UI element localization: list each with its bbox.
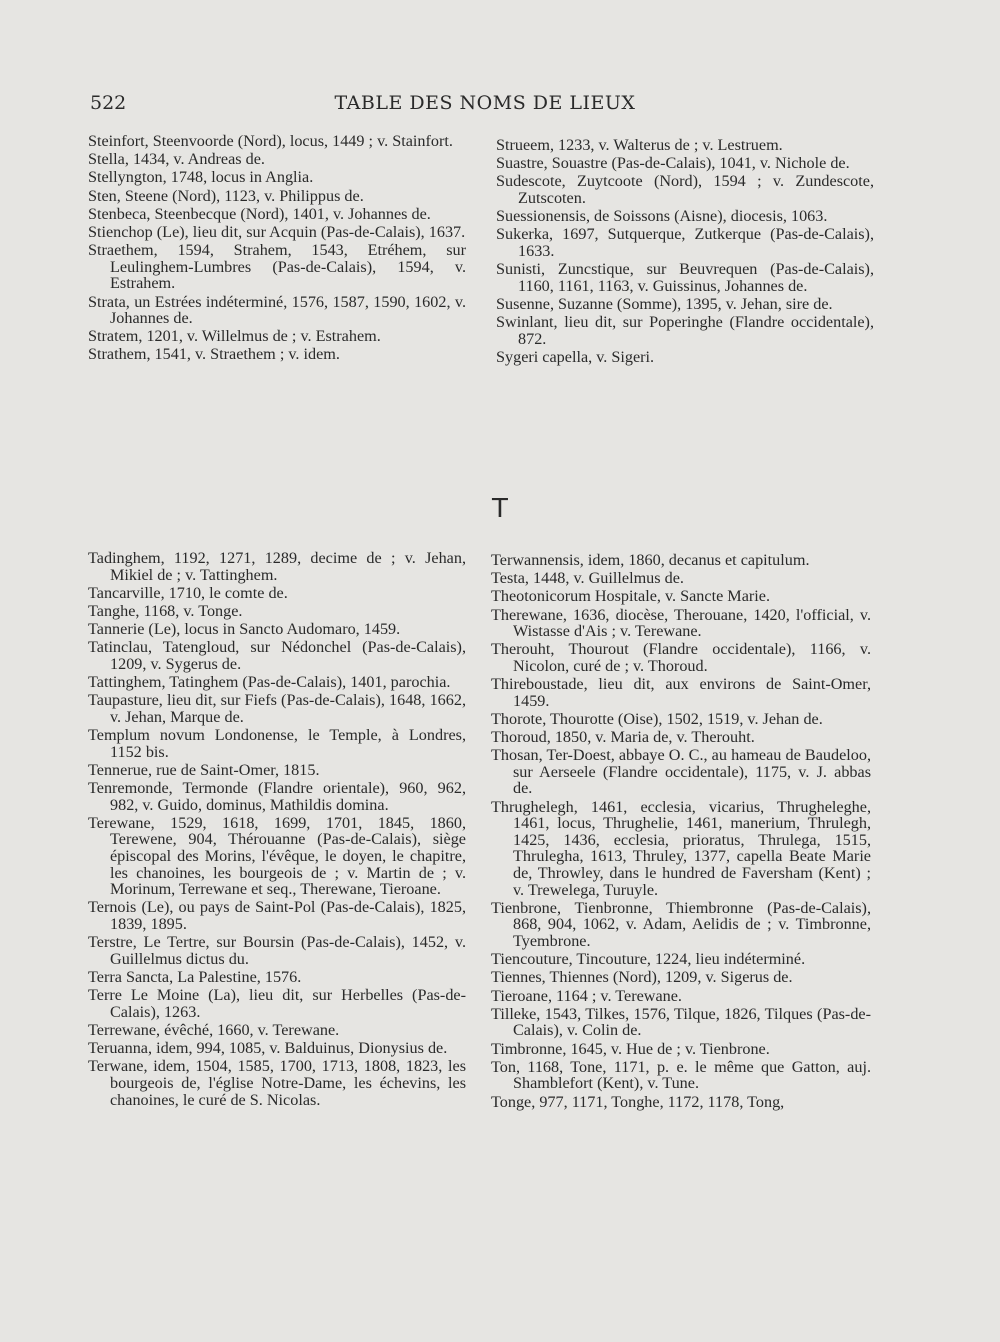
index-entry: Sygeri capella, v. Sigeri. [496, 347, 655, 366]
index-entry: Terewane, 1529, 1618, 1699, 1701, 1845, 1860, Terewene, 904, Thérouanne (Pas-de-Calais), siège épiscopal des Morins, l'évêque, le doyen, le chapitre, les chanoines, les bourgeois de ; v. Martin de ; v. Morinum, Terrewane et seq., Therewane, Tieroane. [88, 813, 466, 899]
index-entry: Stratem, 1201, v. Willelmus de ; v. Estrahem. [88, 327, 381, 346]
index-entry: Therouht, Thourout (Flandre occidentale), 1166, v. Nicolon, curé de ; v. Thoroud. [491, 640, 871, 675]
index-entry: Tancarville, 1710, le comte de. [88, 583, 288, 602]
index-entry: Tanghe, 1168, v. Tonge. [88, 601, 243, 620]
index-entry: Terrewane, évêché, 1660, v. Terewane. [88, 1020, 340, 1039]
index-entry: Tieroane, 1164 ; v. Terewane. [491, 986, 682, 1005]
index-entry: Testa, 1448, v. Guillelmus de. [491, 569, 684, 588]
index-entry: Tienbrone, Tienbronne, Thiembronne (Pas-de-Calais), 868, 904, 1062, v. Adam, Aelidis de ; v. Timbronne, Tyembrone. [491, 898, 871, 950]
index-entry: Theotonicorum Hospitale, v. Sancte Marie. [491, 587, 771, 606]
index-column-bottom-right [491, 552, 871, 1112]
index-entry: Steinfort, Steenvoorde (Nord), locus, 1449 ; v. Stainfort. [88, 132, 453, 150]
index-entry: Teruanna, idem, 994, 1085, v. Balduinus, Dionysius de. [88, 1039, 448, 1058]
page-number: 522 [90, 92, 127, 114]
index-entry: Taupasture, lieu dit, sur Fiefs (Pas-de-Calais), 1648, 1662, v. Jehan, Marque de. [88, 691, 466, 726]
index-entry: Stella, 1434, v. Andreas de. [88, 150, 265, 169]
index-column-top-left [88, 133, 466, 365]
index-entry: Susenne, Suzanne (Somme), 1395, v. Jehan, sire de. [496, 294, 833, 313]
index-entry: Stenbeca, Steenbecque (Nord), 1401, v. Johannes de. [88, 204, 431, 223]
index-entry: Thosan, Ter-Doest, abbaye O. C., au hameau de Baudeloo, sur Aerseele (Flandre occidentale), 1175, v. J. abbas de. [491, 746, 871, 798]
index-entry: Terwannensis, idem, 1860, decanus et capitulum. [491, 551, 810, 569]
index-entry: Suastre, Souastre (Pas-de-Calais), 1041, v. Nichole de. [496, 154, 850, 173]
index-entry: Thireboustade, lieu dit, aux environs de Saint-Omer, 1459. [491, 675, 871, 710]
index-entry: Sudescote, Zuytcoote (Nord), 1594 ; v. Zundescote, Zutscoten. [496, 172, 874, 207]
index-entry: Sukerka, 1697, Sutquerque, Zutkerque (Pas-de-Calais), 1633. [496, 225, 874, 260]
index-entry: Straethem, 1594, Strahem, 1543, Etréhem, sur Leulinghem-Lumbres (Pas-de-Calais), 1594, v. Estrahem. [88, 241, 466, 293]
index-entry: Suessionensis, de Soissons (Aisne), diocesis, 1063. [496, 207, 828, 226]
index-entry: Terre Le Moine (La), lieu dit, sur Herbelles (Pas-de-Calais), 1263. [88, 986, 466, 1021]
index-entry: Tattinghem, Tatinghem (Pas-de-Calais), 1401, parochia. [88, 673, 451, 692]
index-entry: Strata, un Estrées indéterminé, 1576, 1587, 1590, 1602, v. Johannes de. [88, 292, 466, 328]
index-entry: Sten, Steene (Nord), 1123, v. Philippus de. [88, 186, 364, 205]
index-entry: Thoroud, 1850, v. Maria de, v. Therouht. [491, 728, 755, 747]
index-entry: Thorote, Thourotte (Oise), 1502, 1519, v. Jehan de. [491, 709, 823, 728]
index-entry: Terwane, idem, 1504, 1585, 1700, 1713, 1808, 1823, les bourgeois de, l'église Notre-Dame, les échevins, les chanoines, le curé de S. Nicolas. [88, 1057, 466, 1109]
page-header [90, 92, 880, 122]
index-entry: Ternois (Le), ou pays de Saint-Pol (Pas-de-Calais), 1825, 1839, 1895. [88, 898, 466, 933]
index-entry: Tonge, 977, 1171, Tonghe, 1172, 1178, Tong, [491, 1092, 785, 1111]
index-entry: Swinlant, lieu dit, sur Poperinghe (Flandre occidentale), 872. [496, 313, 874, 348]
index-entry: Tannerie (Le), locus in Sancto Audomaro, 1459. [88, 620, 401, 639]
section-letter: T [492, 494, 508, 524]
index-entry: Tiencouture, Tincouture, 1224, lieu indéterminé. [491, 950, 806, 969]
index-entry: Strathem, 1541, v. Straethem ; v. idem. [88, 345, 340, 364]
index-entry: Tadinghem, 1192, 1271, 1289, decime de ; v. Jehan, Mikiel de ; v. Tattinghem. [88, 549, 466, 584]
index-entry: Strueem, 1233, v. Walterus de ; v. Lestruem. [496, 136, 783, 154]
index-entry: Sunisti, Zuncstique, sur Beuvrequen (Pas-de-Calais), 1160, 1161, 1163, v. Guissinus, Johannes de. [496, 260, 874, 295]
index-entry: Stellyngton, 1748, locus in Anglia. [88, 168, 314, 187]
index-entry: Stienchop (Le), lieu dit, sur Acquin (Pas-de-Calais), 1637. [88, 222, 466, 241]
index-entry: Terstre, Le Tertre, sur Boursin (Pas-de-Calais), 1452, v. Guillelmus dictus du. [88, 933, 466, 968]
index-entry: Therewane, 1636, diocèse, Therouane, 1420, l'official, v. Wistasse d'Ais ; v. Terewane. [491, 605, 871, 641]
running-title: TABLE DES NOMS DE LIEUX [334, 92, 636, 114]
index-entry: Tilleke, 1543, Tilkes, 1576, Tilque, 1826, Tilques (Pas-de-Calais), v. Colin de. [491, 1004, 871, 1040]
index-entry: Timbronne, 1645, v. Hue de ; v. Tienbrone. [491, 1039, 770, 1058]
index-entry: Templum novum Londonense, le Temple, à Londres, 1152 bis. [88, 726, 466, 761]
index-entry: Ton, 1168, Tone, 1171, p. e. le même que Gatton, auj. Shamblefort (Kent), v. Tune. [491, 1057, 871, 1093]
index-entry: Tenremonde, Termonde (Flandre orientale), 960, 962, 982, v. Guido, dominus, Mathildis domina. [88, 779, 466, 814]
index-column-bottom-left [88, 550, 466, 1110]
index-entry: Tiennes, Thiennes (Nord), 1209, v. Sigerus de. [491, 968, 793, 987]
index-entry: Tatinclau, Tatengloud, sur Nédonchel (Pas-de-Calais), 1209, v. Sygerus de. [88, 638, 466, 673]
index-entry: Terra Sancta, La Palestine, 1576. [88, 967, 302, 986]
index-column-top-right [496, 137, 874, 367]
index-entry: Tennerue, rue de Saint-Omer, 1815. [88, 760, 320, 779]
index-entry: Thrughelegh, 1461, ecclesia, vicarius, Thrugheleghe, 1461, locus, Thrughelie, 1461, manerium, Thrulegh, 1425, 1436, ecclesia, prioratus, Thrulega, 1515, Thrulegha, 1613, Thruley, 1377, capella Beate Marie de, Throwley, dans le hundred de Faversham (Kent) ; v. Trewelega, Turuyle. [491, 797, 871, 899]
